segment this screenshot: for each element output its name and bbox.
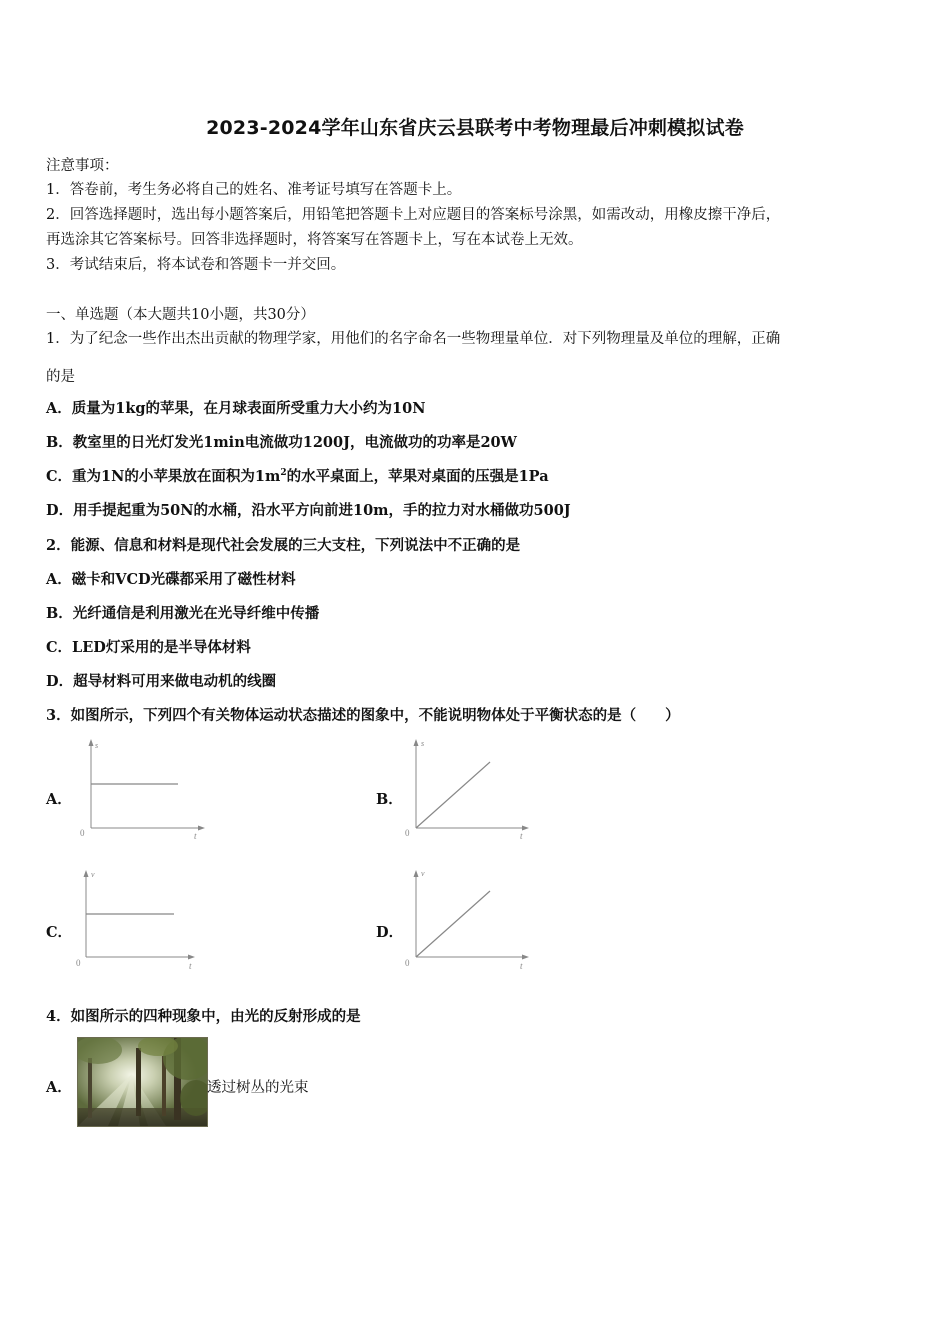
q2-option-a: A．磁卡和VCD光碟都采用了磁性材料 (46, 571, 296, 588)
graph-d (402, 866, 537, 972)
graph-a (74, 736, 209, 842)
graph-line (416, 762, 490, 828)
q1-option-a: A．质量为1kg的苹果，在月球表面所受重力大小约为10N (46, 400, 426, 417)
x-axis-arrow (188, 955, 195, 960)
y-axis-label: v (91, 870, 95, 879)
q2-stem: 2．能源、信息和材料是现代社会发展的三大支柱，下列说法中不正确的是 (46, 537, 521, 554)
origin-label: 0 (80, 828, 85, 838)
q1-option-c-text-end: 的水平桌面上，苹果对桌面的压强是1Pa (286, 468, 549, 485)
q3-option-d-label: D． (376, 924, 404, 941)
q1-option-c (46, 465, 549, 486)
x-axis-label: t (520, 831, 523, 841)
graph-b (402, 735, 537, 841)
y-axis-arrow (84, 870, 89, 877)
origin-label: 0 (405, 828, 410, 838)
y-axis-label: s (95, 741, 99, 750)
x-axis-arrow (522, 955, 529, 960)
x-axis-label: t (189, 961, 192, 971)
q3-option-a-label: A． (46, 791, 72, 808)
x-axis-label: t (194, 831, 197, 841)
x-axis-label: t (520, 961, 523, 971)
graph-line (416, 891, 490, 957)
q1-stem: 1．为了纪念一些作出杰出贡献的物理学家，用他们的名字命名一些物理量单位．对下列物理量及单位的理解，正确 (46, 331, 781, 347)
q1-option-b: B．教室里的日光灯发光1min电流做功1200J，电流做功的功率是20W (46, 434, 517, 451)
y-axis-label: v (421, 869, 425, 878)
q2-option-b: B．光纤通信是利用激光在光导纤维中传播 (46, 605, 320, 622)
origin-label: 0 (76, 958, 81, 968)
origin-label: 0 (405, 958, 410, 968)
notice-heading: 注意事项： (46, 158, 119, 174)
notice-item: 1．答卷前，考生务必将自己的姓名、准考证号填写在答题卡上。 (46, 182, 462, 198)
y-axis-arrow (414, 739, 419, 746)
q4-option-a-text: 透过树丛的光束 (207, 1080, 309, 1096)
q3-option-c-label: C． (46, 924, 73, 941)
graph-c (72, 865, 207, 971)
q1-option-d: D．用手提起重为50N的水桶，沿水平方向前进10m，手的拉力对水桶做功500J (46, 502, 571, 519)
q3-option-b-label: B． (376, 791, 403, 808)
x-axis-arrow (198, 826, 205, 831)
notice-item: 再选涂其它答案标号。回答非选择题时，将答案写在答题卡上，写在本试卷上无效。 (46, 232, 583, 248)
q2-option-c: C．LED灯采用的是半导体材料 (46, 639, 251, 656)
q3-stem: 3．如图所示，下列四个有关物体运动状态描述的图象中，不能说明物体处于平衡状态的是（ ） (46, 707, 680, 724)
x-axis-arrow (522, 826, 529, 831)
q1-option-c-text: C．重为1N的小苹果放在面积为1m (46, 468, 281, 485)
q4-option-a-label: A． (46, 1079, 72, 1096)
forest-light-beam-photo (77, 1037, 208, 1127)
q2-option-d: D．超导材料可用来做电动机的线圈 (46, 673, 277, 690)
y-axis-arrow (414, 870, 419, 877)
section-heading: 一、单选题（本大题共10小题，共30分） (46, 307, 315, 323)
page-title: 2023-2024学年山东省庆云县联考中考物理最后冲刺模拟试卷 (206, 117, 744, 139)
y-axis-label: s (421, 739, 425, 748)
q1-stem-cont: 的是 (46, 369, 75, 385)
q4-stem: 4．如图所示的四种现象中，由光的反射形成的是 (46, 1008, 361, 1025)
superscript: 2 (280, 468, 287, 479)
notice-item: 3．考试结束后，将本试卷和答题卡一并交回。 (46, 257, 346, 273)
y-axis-arrow (89, 739, 94, 746)
notice-item: 2．回答选择题时，选出每小题答案后，用铅笔把答题卡上对应题目的答案标号涂黑，如需改动，用橡皮擦干净后， (46, 207, 781, 223)
